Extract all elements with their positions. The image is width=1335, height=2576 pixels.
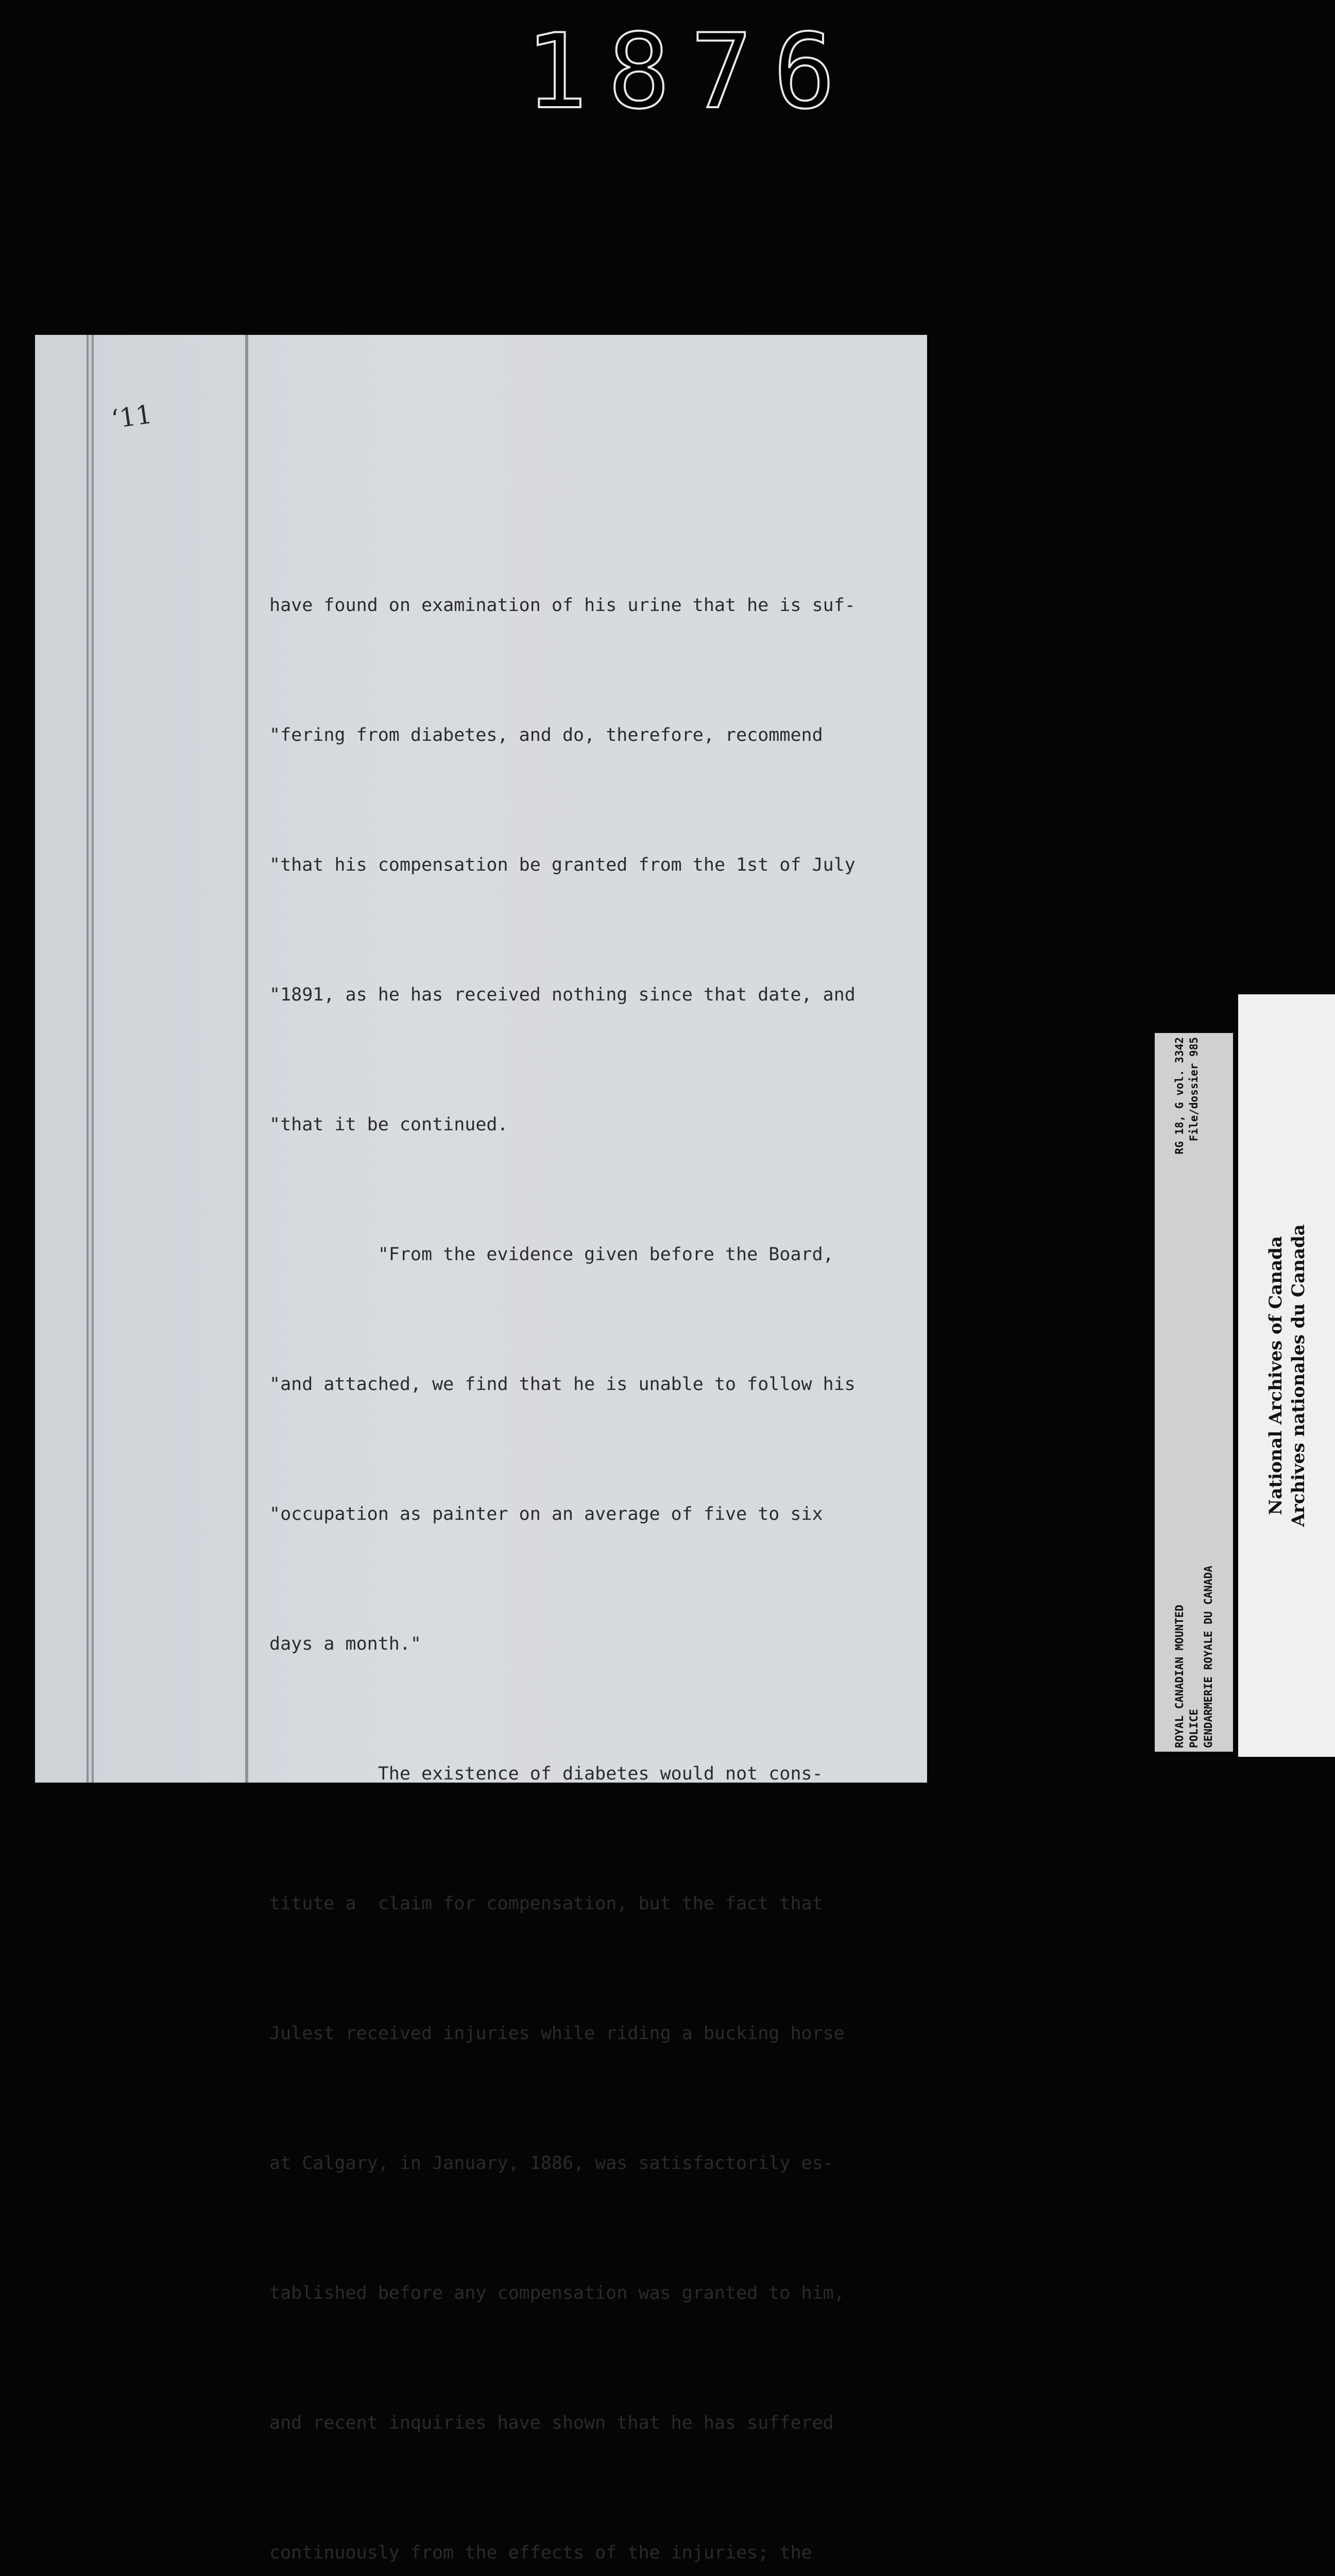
label-row	[1187, 1037, 1201, 1748]
text-line: titute a claim for compensation, but the fact that	[269, 1893, 823, 1914]
org-line-2: POLICE	[1188, 1708, 1200, 1748]
text-line: tablished before any compensation was granted to him,	[269, 2283, 845, 2303]
file-reference-label	[1155, 1033, 1233, 1752]
margin-rule	[245, 335, 248, 1783]
org-line-3: GENDARMERIE ROYALE DU CANADA	[1202, 1565, 1214, 1748]
text-line: "fering from diabetes, and do, therefore, recommend	[269, 725, 823, 745]
archives-line-2: Archives nationales du Canada	[1288, 1224, 1309, 1527]
page-mark: ‘11	[109, 399, 155, 435]
text-line: "From the evidence given before the Board,	[269, 1244, 834, 1265]
ref-line-1: RG 18, G vol. 3342	[1173, 1037, 1186, 1155]
text-line: "that it be continued.	[269, 1114, 508, 1135]
archives-label	[1238, 994, 1335, 1757]
text-line: and recent inquiries have shown that he has suffered	[269, 2413, 834, 2433]
label-row	[1172, 1037, 1187, 1748]
text-line: The existence of diabetes would not cons-	[269, 1764, 823, 1784]
text-line: continuously from the effects of the injuries; the	[269, 2543, 812, 2563]
archives-line-1: National Archives of Canada	[1265, 1236, 1286, 1515]
typed-page	[35, 335, 927, 2563]
text-line: "and attached, we find that he is unable to follow his	[269, 1374, 855, 1395]
typed-text	[269, 497, 913, 2576]
label-row	[1201, 1037, 1216, 1748]
text-line: days a month."	[269, 1634, 422, 1654]
text-line: Julest received injuries while riding a bucking horse	[269, 2023, 845, 2044]
text-line: "1891, as he has received nothing since that date, and	[269, 985, 855, 1005]
text-line: have found on examination of his urine that he is suf-	[269, 595, 855, 616]
frame-number: 1876	[525, 12, 856, 132]
text-line: at Calgary, in January, 1886, was satisfactorily es-	[269, 2153, 834, 2174]
org-line-1: ROYAL CANADIAN MOUNTED	[1173, 1604, 1186, 1748]
margin-rule	[87, 335, 95, 1783]
text-line: "occupation as painter on an average of five to six	[269, 1504, 823, 1524]
ref-line-2: File/dossier 985	[1188, 1037, 1200, 1141]
file-reference-text	[1172, 1037, 1216, 1748]
text-line: "that his compensation be granted from the 1st of July	[269, 855, 855, 875]
archives-label-text	[1264, 1224, 1310, 1527]
